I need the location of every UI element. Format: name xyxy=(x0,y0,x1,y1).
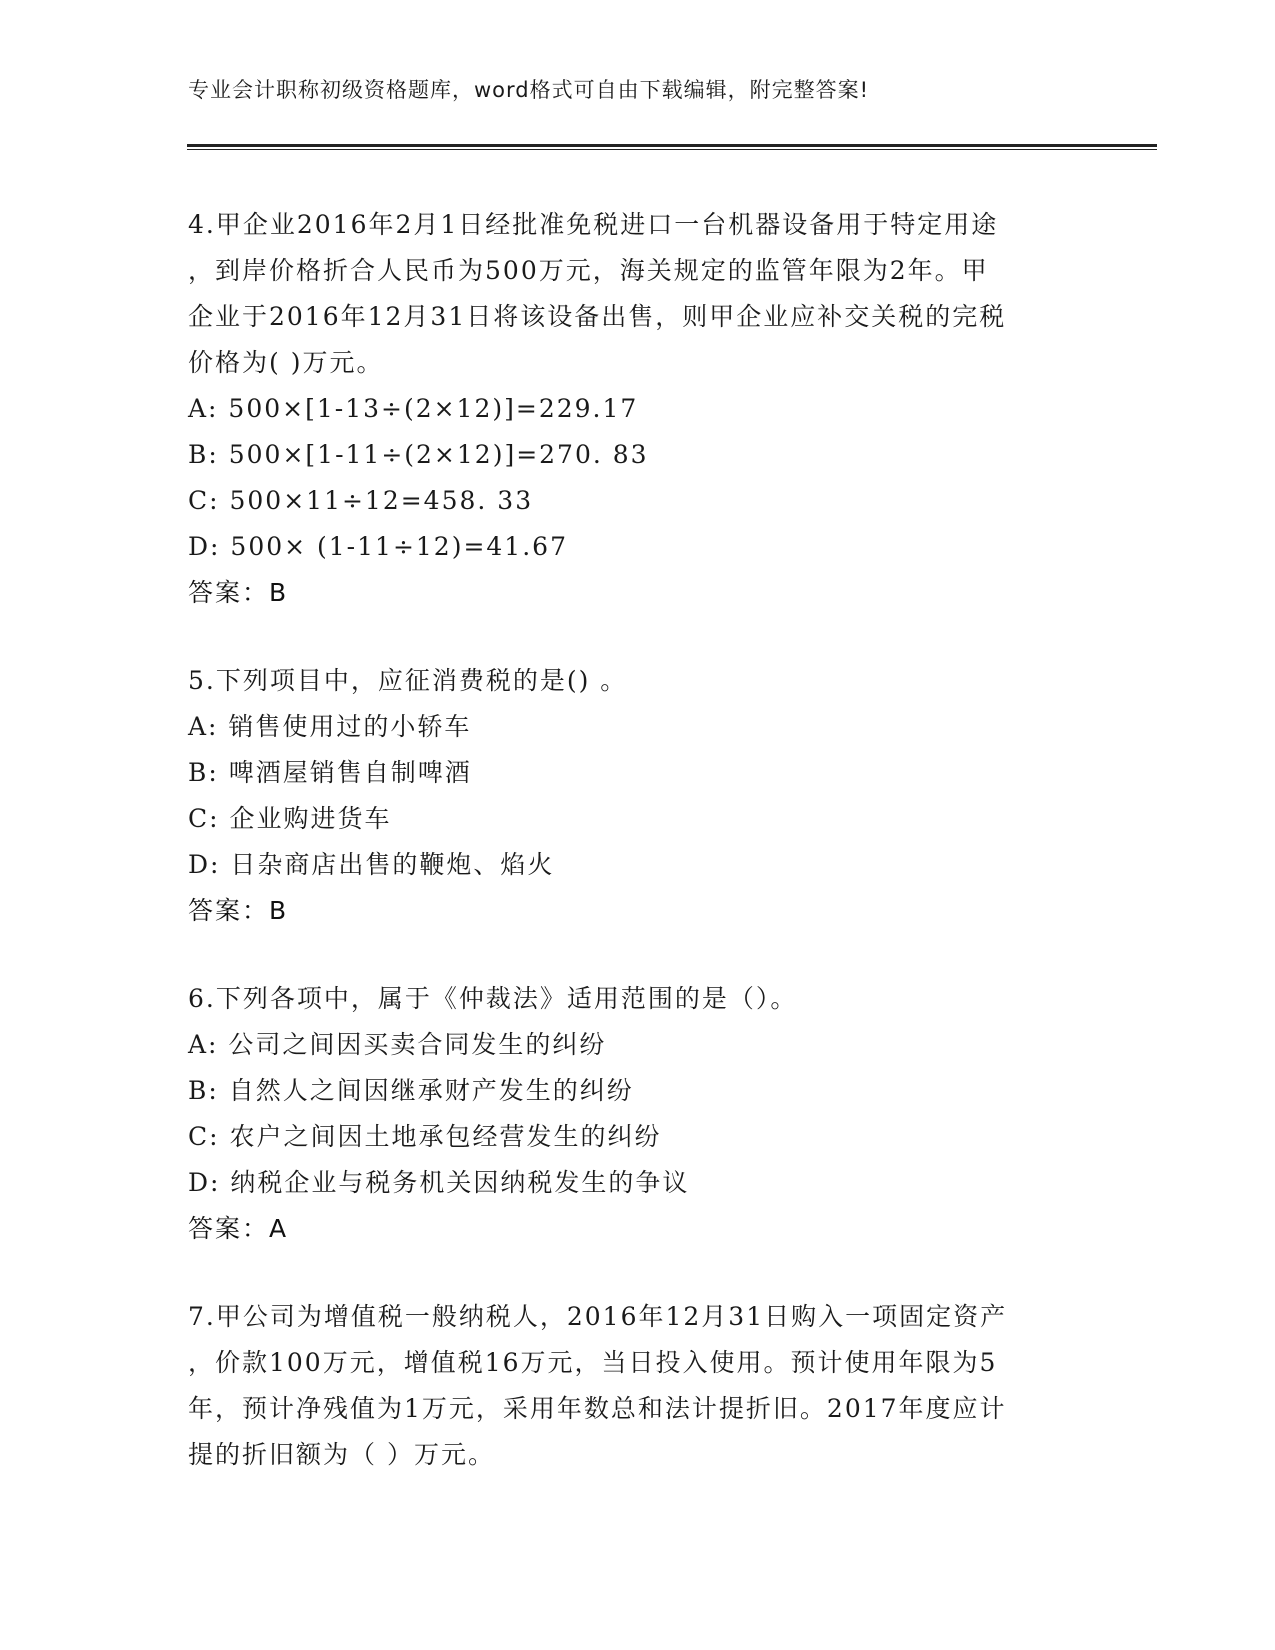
answer: 答案：B xyxy=(188,578,289,607)
question-stem-line: 7.甲公司为增值税一般纳税人，2016年12月31日购入一项固定资产 xyxy=(188,1302,1008,1331)
answer: 答案：B xyxy=(188,896,289,925)
option-d: D: 日杂商店出售的鞭炮、焰火 xyxy=(188,850,555,879)
page-header: 专业会计职称初级资格题库，word格式可自由下载编辑，附完整答案! xyxy=(188,78,870,102)
option-a: A: 公司之间因买卖合同发生的纠纷 xyxy=(188,1030,607,1059)
question-stem-line: ，价款100万元，增值税16万元，当日投入使用。预计使用年限为5 xyxy=(188,1348,998,1377)
option-b: B: 自然人之间因继承财产发生的纠纷 xyxy=(188,1076,634,1105)
answer: 答案：A xyxy=(188,1214,289,1243)
question-stem-line: 5.下列项目中，应征消费税的是() 。 xyxy=(188,666,628,695)
question-stem-line: 价格为( )万元。 xyxy=(188,348,384,377)
question-stem-line: 年，预计净残值为1万元，采用年数总和法计提折旧。2017年度应计 xyxy=(188,1394,1007,1423)
option-d: D: 500× (1-11÷12)=41.67 xyxy=(188,532,568,561)
question-6 xyxy=(188,976,1088,1252)
question-stem-line: 企业于2016年12月31日将该设备出售，则甲企业应补交关税的完税 xyxy=(188,302,1007,331)
question-list xyxy=(188,202,1088,1520)
question-7 xyxy=(188,1294,1088,1478)
option-d: D: 纳税企业与税务机关因纳税发生的争议 xyxy=(188,1168,690,1197)
question-5 xyxy=(188,658,1088,934)
question-stem-line: 6.下列各项中，属于《仲裁法》适用范围的是（）。 xyxy=(188,984,798,1013)
question-stem-line: 提的折旧额为（ ）万元。 xyxy=(188,1440,495,1469)
option-c: C: 农户之间因土地承包经营发生的纠纷 xyxy=(188,1122,662,1151)
option-b: B: 500×[1-11÷(2×12)]=270. 83 xyxy=(188,440,649,469)
option-c: C: 500×11÷12=458. 33 xyxy=(188,486,534,515)
option-a: A: 销售使用过的小轿车 xyxy=(188,712,472,741)
option-a: A: 500×[1-13÷(2×12)]=229.17 xyxy=(188,394,639,423)
question-stem-line: 4.甲企业2016年2月1日经批准免税进口一台机器设备用于特定用途 xyxy=(188,210,999,239)
option-c: C: 企业购进货车 xyxy=(188,804,392,833)
option-b: B: 啤酒屋销售自制啤酒 xyxy=(188,758,472,787)
question-4 xyxy=(188,202,1088,616)
header-divider xyxy=(187,144,1157,147)
question-stem-line: ，到岸价格折合人民币为500万元，海关规定的监管年限为2年。甲 xyxy=(188,256,989,285)
